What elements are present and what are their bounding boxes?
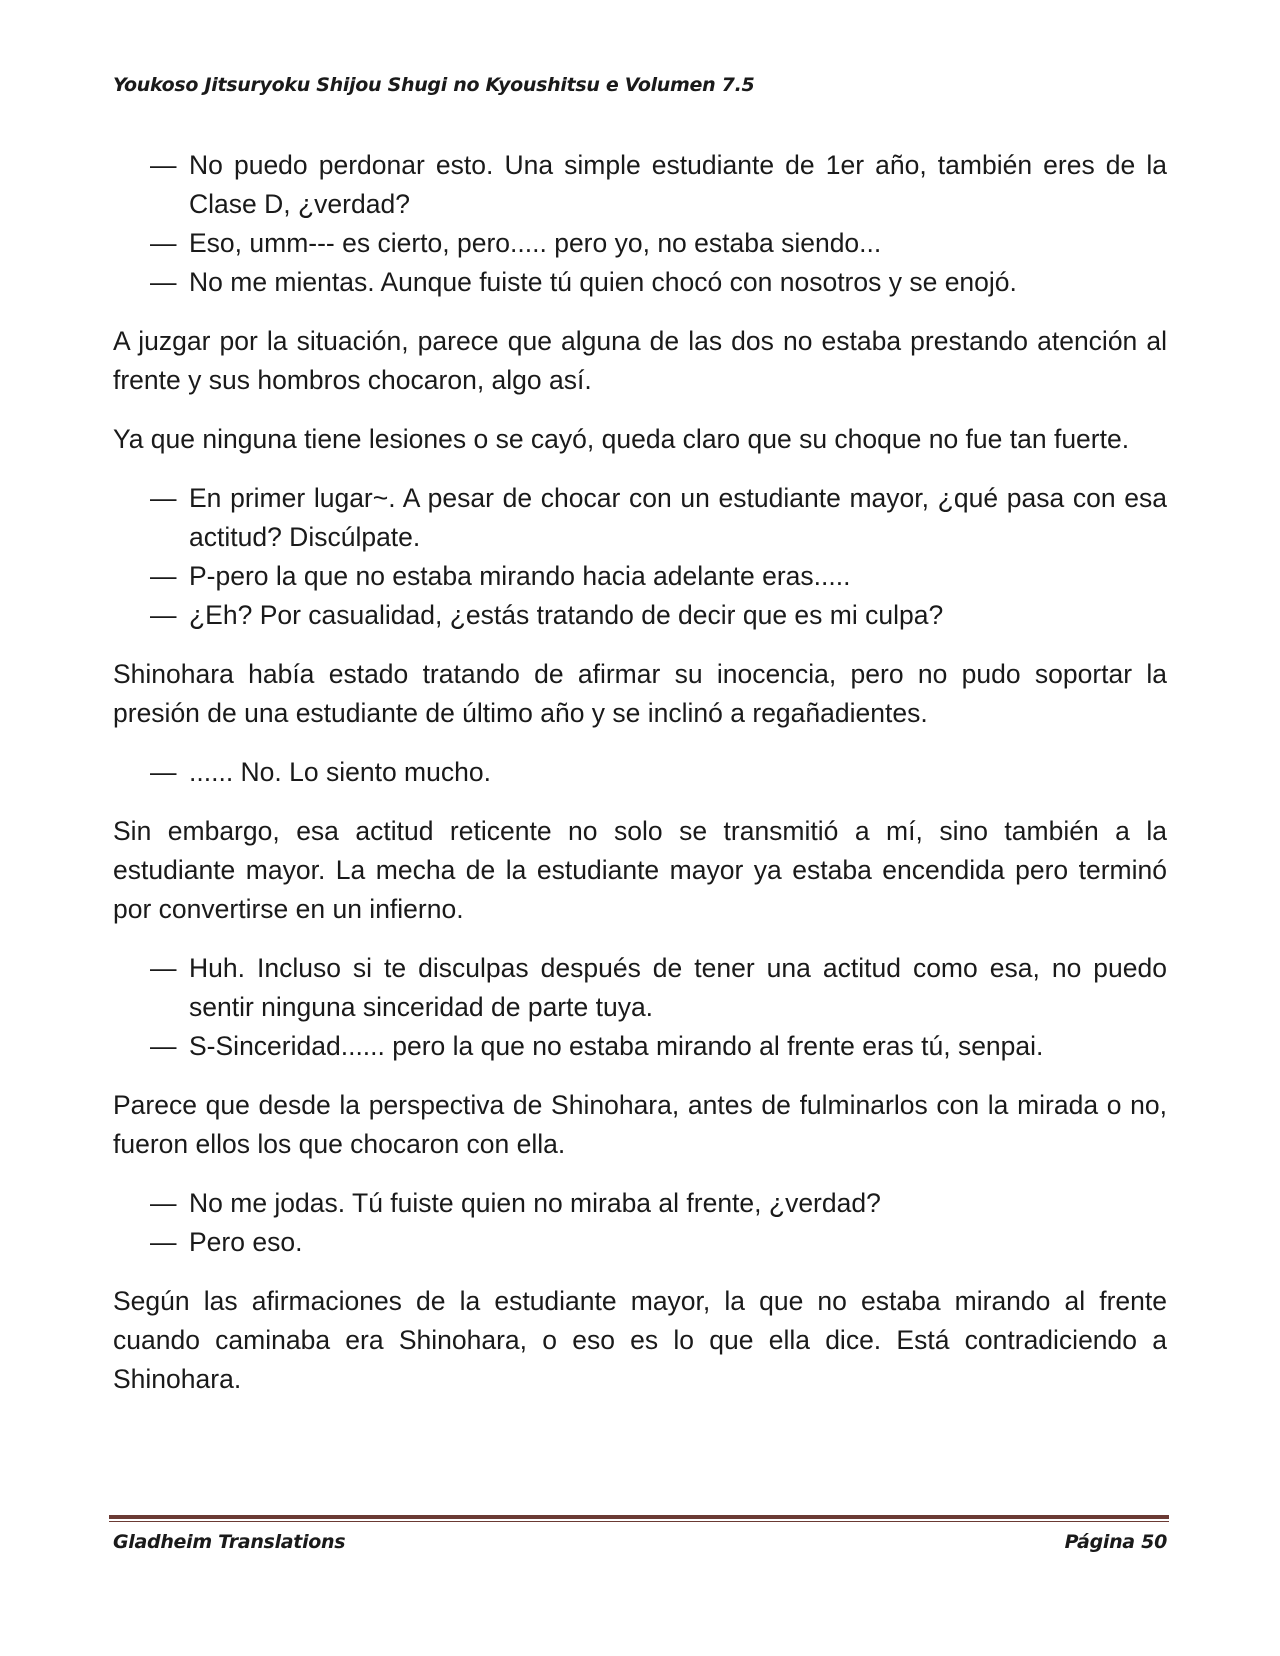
dialogue-text: No me jodas. Tú fuiste quien no miraba al frente, ¿verdad? [189,1188,881,1218]
dialogue-line [113,146,1167,224]
dialogue-group-5 [113,1184,1167,1262]
dialogue-group-3 [113,753,1167,792]
dash-mark: — [150,228,177,258]
dialogue-line [113,479,1167,557]
dialogue-group-1 [113,146,1167,302]
footer-divider-thin [109,1521,1169,1522]
page-header-title: Youkoso Jitsuryoku Shijou Shugi no Kyoushitsu e Volumen 7.5 [113,74,755,96]
dash-mark: — [150,1031,177,1061]
dash-mark: — [150,757,177,787]
dialogue-text: En primer lugar~. A pesar de chocar con un estudiante mayor, ¿qué pasa con esa actitud? Discúlpate. [189,483,1167,552]
dialogue-text: No me mientas. Aunque fuiste tú quien chocó con nosotros y se enojó. [189,267,1017,297]
narration-paragraph: Ya que ninguna tiene lesiones o se cayó, queda claro que su choque no fue tan fuerte. [113,424,1130,454]
page-body [113,146,1167,1419]
dash-mark: — [150,267,177,297]
dialogue-text: ...... No. Lo siento mucho. [189,757,491,787]
dialogue-text: Huh. Incluso si te disculpas después de tener una actitud como esa, no puedo sentir ninguna sinceridad de parte tuya. [189,953,1167,1022]
dialogue-group-2 [113,479,1167,635]
footer-page-number: Página 50 [1064,1531,1167,1553]
narration-paragraph: Sin embargo, esa actitud reticente no solo se transmitió a mí, sino también a la estudiante mayor. La mecha de la estudiante mayor ya estaba encendida pero terminó por convertirse en un infierno. [113,816,1167,924]
dialogue-line [113,557,1167,596]
narration-paragraph: Parece que desde la perspectiva de Shinohara, antes de fulminarlos con la mirada o no, fueron ellos los que chocaron con ella. [113,1090,1167,1159]
dialogue-text: Eso, umm--- es cierto, pero..... pero yo, no estaba siendo... [189,228,882,258]
narration-paragraph: A juzgar por la situación, parece que alguna de las dos no estaba prestando atención al frente y sus hombros chocaron, algo así. [113,326,1167,395]
dialogue-line [113,596,1167,635]
footer-divider [109,1515,1169,1519]
dash-mark: — [150,1227,177,1257]
dialogue-text: S-Sinceridad...... pero la que no estaba mirando al frente eras tú, senpai. [189,1031,1044,1061]
dialogue-line [113,1223,1167,1262]
dialogue-line [113,753,1167,792]
dialogue-line [113,263,1167,302]
dash-mark: — [150,1188,177,1218]
dash-mark: — [150,483,177,513]
narration-paragraph: Shinohara había estado tratando de afirmar su inocencia, pero no pudo soportar la presión de una estudiante de último año y se inclinó a regañadientes. [113,659,1167,728]
dialogue-text: No puedo perdonar esto. Una simple estudiante de 1er año, también eres de la Clase D, ¿verdad? [189,150,1167,219]
dash-mark: — [150,953,177,983]
dash-mark: — [150,600,177,630]
dialogue-line [113,1027,1167,1066]
dialogue-group-4 [113,949,1167,1066]
dialogue-text: ¿Eh? Por casualidad, ¿estás tratando de decir que es mi culpa? [189,600,944,630]
dialogue-line [113,949,1167,1027]
dash-mark: — [150,150,177,180]
dialogue-line [113,224,1167,263]
dialogue-line [113,1184,1167,1223]
footer-credit: Gladheim Translations [113,1531,346,1553]
dialogue-text: P-pero la que no estaba mirando hacia adelante eras..... [189,561,851,591]
dialogue-text: Pero eso. [189,1227,303,1257]
narration-paragraph: Según las afirmaciones de la estudiante mayor, la que no estaba mirando al frente cuando caminaba era Shinohara, o eso es lo que ella dice. Está contradiciendo a Shinohara. [113,1286,1167,1394]
dash-mark: — [150,561,177,591]
